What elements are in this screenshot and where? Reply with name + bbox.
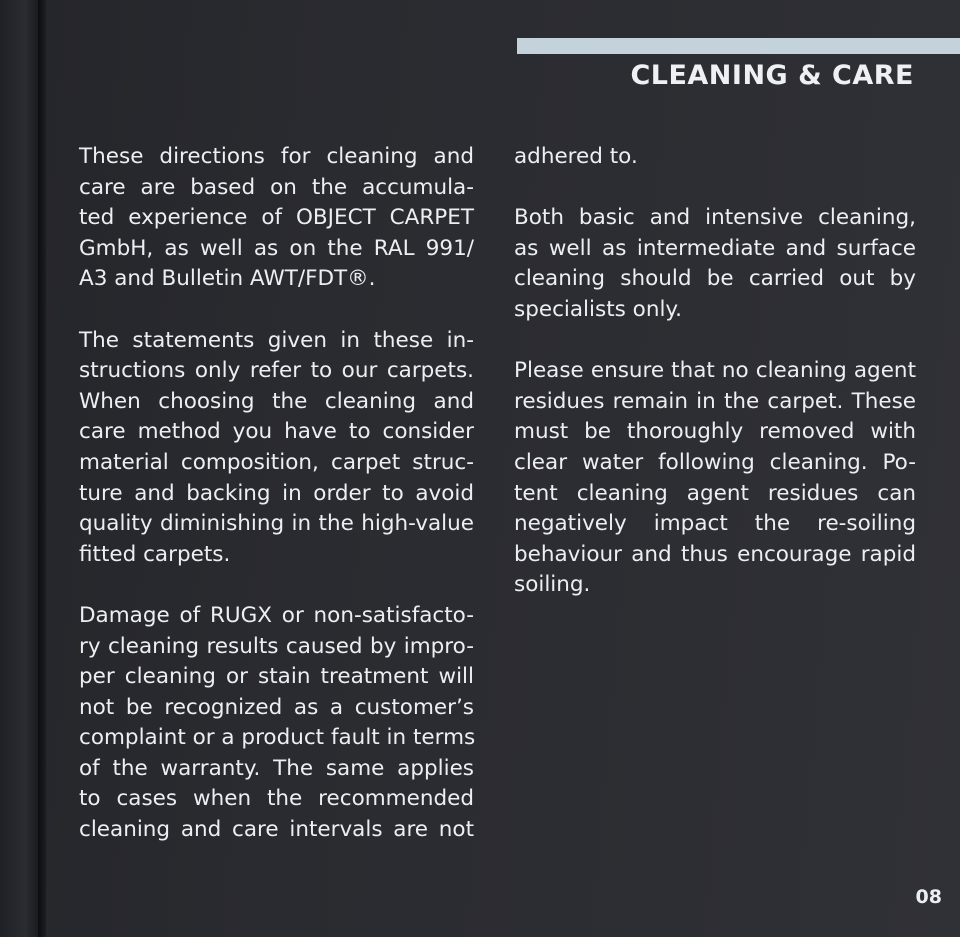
right-text-column	[514, 142, 916, 601]
text-line: Damage of RUGX or non-satisfacto-	[79, 602, 474, 628]
text-line: negatively impact the re-soiling	[514, 511, 916, 537]
text-line: structions only refer to our carpets.	[79, 358, 474, 384]
text-line: specialists only.	[514, 296, 682, 322]
page-number: 08	[915, 886, 942, 908]
text-line: of the warranty. The same applies	[79, 755, 474, 781]
paragraph	[514, 142, 916, 173]
text-line: A3 and Bulletin AWT/FDT®.	[79, 266, 376, 292]
paragraph-gap	[79, 570, 474, 601]
text-line: care method you have to consider	[79, 419, 474, 445]
text-line: Please ensure that no cleaning agent	[514, 358, 916, 384]
left-text-column	[79, 142, 474, 846]
text-line: residues remain in the carpet. These	[514, 388, 916, 414]
paragraph-gap	[514, 326, 916, 357]
text-line: cleaning and care intervals are not	[79, 817, 474, 843]
text-line: not be recognized as a customer’s	[79, 694, 474, 720]
text-line: ry cleaning results caused by impro-	[79, 633, 474, 659]
paragraph	[514, 203, 916, 325]
paragraph	[79, 142, 474, 295]
text-line: quality diminishing in the high-value	[79, 511, 474, 537]
text-line: When choosing the cleaning and	[79, 388, 474, 414]
text-line: complaint or a product fault in terms	[79, 725, 476, 751]
text-line: material composition, carpet struc-	[79, 449, 474, 475]
text-line: tent cleaning agent residues can	[514, 480, 916, 506]
text-line: care are based on the accumula-	[79, 174, 474, 200]
page-title: CLEANING & CARE	[630, 60, 914, 91]
paragraph-gap	[79, 295, 474, 326]
text-line: to cases when the recommended	[79, 786, 474, 812]
text-line: ted experience of OBJECT CARPET	[79, 205, 474, 231]
text-line: ture and backing in order to avoid	[79, 480, 474, 506]
text-line: per cleaning or stain treatment will	[79, 664, 474, 690]
text-line: clear water following cleaning. Po-	[514, 449, 916, 475]
paragraph	[514, 356, 916, 601]
text-line: These directions for cleaning and	[79, 144, 474, 169]
header-accent-bar	[517, 38, 960, 54]
text-line: The statements given in these in-	[79, 327, 474, 353]
paragraph	[79, 326, 474, 571]
facing-page-edge	[0, 0, 42, 937]
text-line: adhered to.	[514, 144, 638, 169]
text-line: Both basic and intensive cleaning,	[514, 205, 916, 231]
text-line: behaviour and thus encourage rapid	[514, 541, 916, 567]
text-line: cleaning should be carried out by	[514, 266, 916, 292]
text-line: fitted carpets.	[79, 541, 231, 567]
paragraph-gap	[514, 173, 916, 204]
text-line: as well as intermediate and surface	[514, 235, 916, 261]
text-line: must be thoroughly removed with	[514, 419, 916, 445]
text-line: GmbH, as well as on the RAL 991/	[79, 235, 474, 261]
text-line: soiling.	[514, 572, 591, 598]
paragraph	[79, 601, 474, 846]
